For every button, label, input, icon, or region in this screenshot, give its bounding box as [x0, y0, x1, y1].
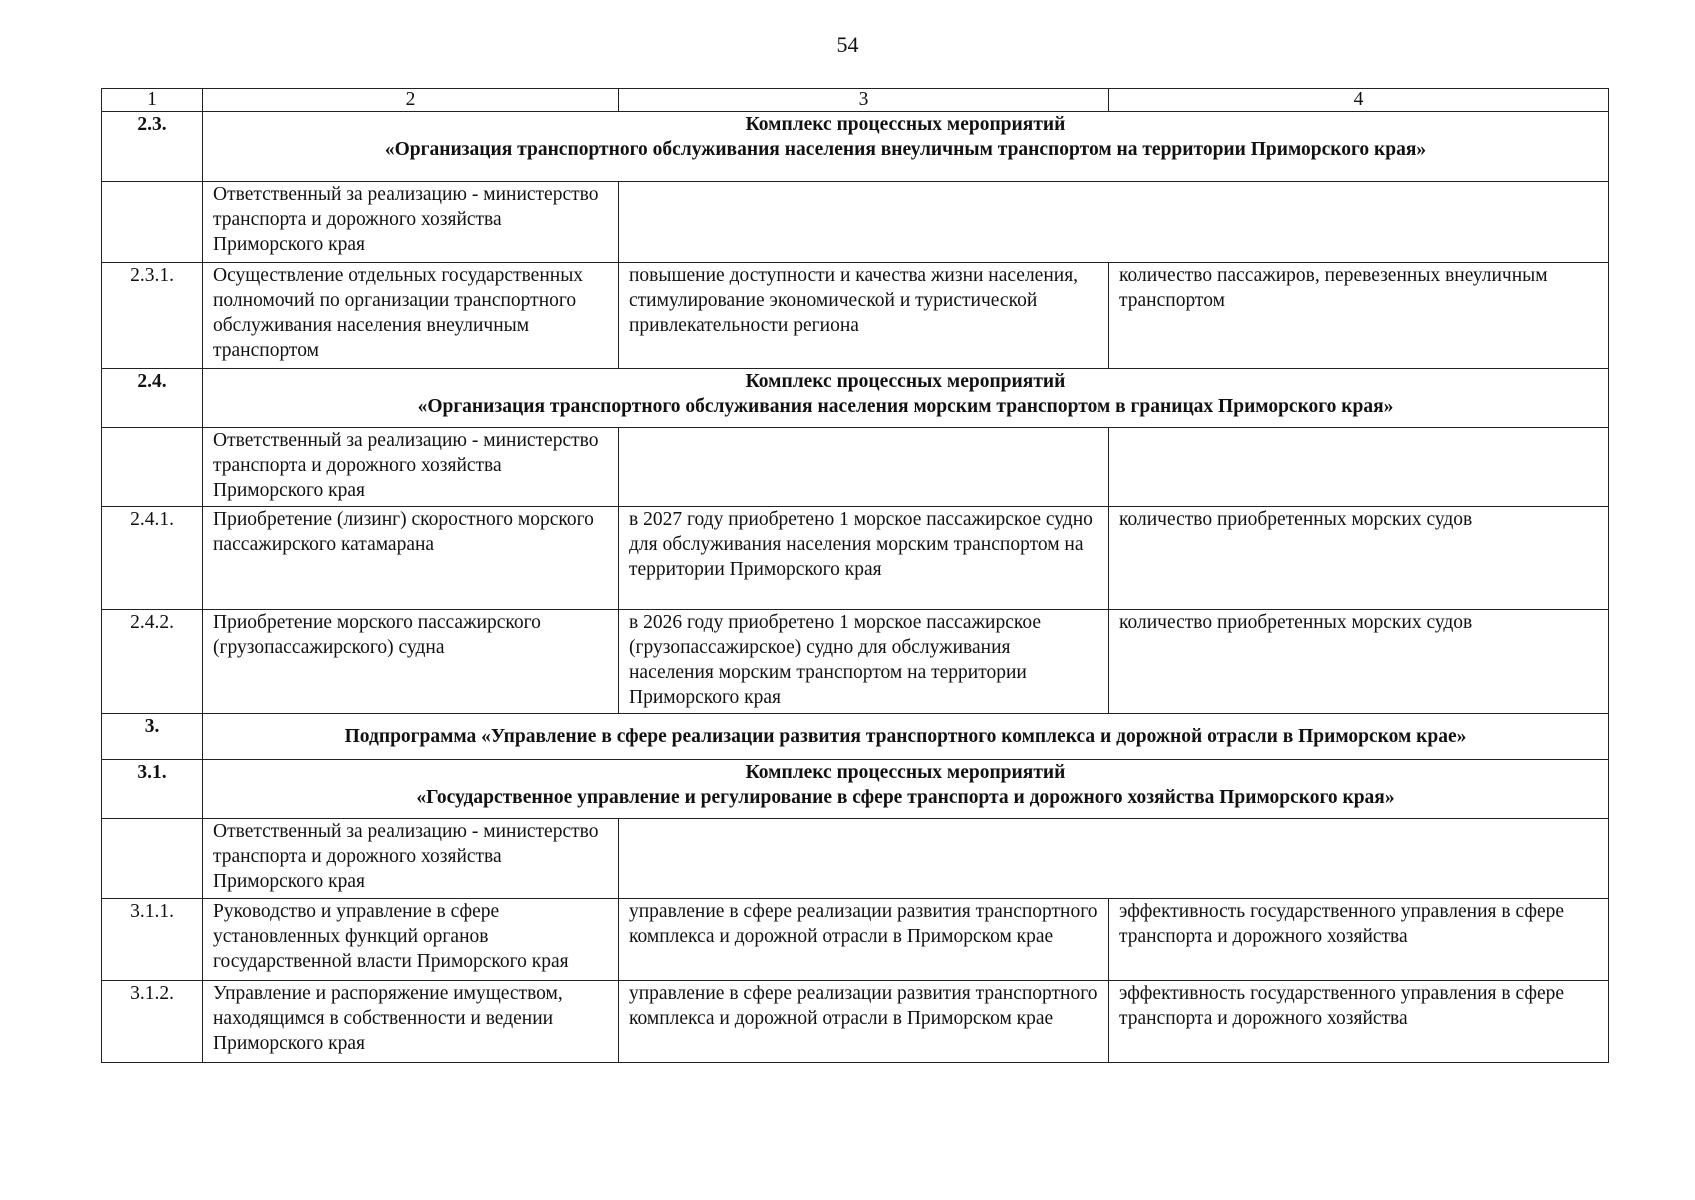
- section-header-row: [102, 369, 1609, 428]
- row-number: 2.3.1.: [102, 263, 203, 369]
- column-number-1: 1: [102, 89, 203, 112]
- row-number: 3.1.1.: [102, 899, 203, 981]
- subprogram-row: [102, 714, 1609, 760]
- measure-name: Управление и распоряжение имуществом, находящимся в собственности и ведении Приморского края: [203, 981, 619, 1063]
- empty-cell: [102, 428, 203, 507]
- section-header-row: [102, 112, 1609, 182]
- subprogram-title: Подпрограмма «Управление в сфере реализации развития транспортного комплекса и дорожной отрасли в Приморском крае»: [203, 714, 1609, 760]
- section-number: 2.4.: [102, 369, 203, 428]
- measure-name: Руководство и управление в сфере установленных функций органов государственной власти Приморского края: [203, 899, 619, 981]
- row-number: 2.4.2.: [102, 610, 203, 714]
- section-title-line2: «Государственное управление и регулирование в сфере транспорта и дорожного хозяйства Приморского края»: [416, 787, 1395, 808]
- table-row: [102, 981, 1609, 1063]
- measure-indicator: эффективность государственного управления в сфере транспорта и дорожного хозяйства: [1109, 899, 1609, 981]
- column-number-3: 3: [619, 89, 1109, 112]
- measure-result: в 2026 году приобретено 1 морское пассажирское (грузопассажирское) судно для обслуживания населения морским транспортом на территории Приморского края: [619, 610, 1109, 714]
- responsible-row: [102, 428, 1609, 507]
- measure-result: повышение доступности и качества жизни населения, стимулирование экономической и туристической привлекательности региона: [619, 263, 1109, 369]
- measure-result: в 2027 году приобретено 1 морское пассажирское судно для обслуживания населения морским транспортом на территории Приморского края: [619, 507, 1109, 610]
- empty-cell: [619, 428, 1109, 507]
- empty-cell: [1109, 428, 1609, 507]
- section-title: [203, 760, 1609, 819]
- empty-cell: [619, 819, 1609, 899]
- measure-indicator: эффективность государственного управления в сфере транспорта и дорожного хозяйства: [1109, 981, 1609, 1063]
- section-number: 3.: [102, 714, 203, 760]
- table-row: [102, 610, 1609, 714]
- section-header-row: [102, 760, 1609, 819]
- section-title: [203, 112, 1609, 182]
- empty-cell: [619, 182, 1609, 263]
- table-row: [102, 263, 1609, 369]
- table-row: [102, 507, 1609, 610]
- column-numbers-row: [102, 89, 1609, 112]
- measure-indicator: количество пассажиров, перевезенных внеуличным транспортом: [1109, 263, 1609, 369]
- measures-table: [101, 88, 1609, 1063]
- measure-indicator: количество приобретенных морских судов: [1109, 610, 1609, 714]
- section-title-line1: Комплекс процессных мероприятий: [745, 114, 1066, 135]
- column-number-4: 4: [1109, 89, 1609, 112]
- section-number: 3.1.: [102, 760, 203, 819]
- measure-name: Приобретение (лизинг) скоростного морского пассажирского катамарана: [203, 507, 619, 610]
- section-title-line2: «Организация транспортного обслуживания населения внеуличным транспортом на территории Приморского края»: [384, 139, 1427, 160]
- responsible-row: [102, 182, 1609, 263]
- column-number-2: 2: [203, 89, 619, 112]
- row-number: 3.1.2.: [102, 981, 203, 1063]
- page-number: 54: [836, 32, 859, 57]
- section-number: 2.3.: [102, 112, 203, 182]
- section-title-line2: «Организация транспортного обслуживания населения морским транспортом в границах Приморского края»: [417, 396, 1394, 417]
- responsible-cell: Ответственный за реализацию - министерство транспорта и дорожного хозяйства Приморского края: [203, 182, 619, 263]
- responsible-row: [102, 819, 1609, 899]
- measure-result: управление в сфере реализации развития транспортного комплекса и дорожной отрасли в Приморском крае: [619, 899, 1109, 981]
- measure-result: управление в сфере реализации развития транспортного комплекса и дорожной отрасли в Приморском крае: [619, 981, 1109, 1063]
- responsible-cell: Ответственный за реализацию - министерство транспорта и дорожного хозяйства Приморского края: [203, 819, 619, 899]
- row-number: 2.4.1.: [102, 507, 203, 610]
- empty-cell: [102, 182, 203, 263]
- section-title: [203, 369, 1609, 428]
- measure-name: Приобретение морского пассажирского (грузопассажирского) судна: [203, 610, 619, 714]
- measure-name: Осуществление отдельных государственных полномочий по организации транспортного обслуживания населения внеуличным транспортом: [203, 263, 619, 369]
- measure-indicator: количество приобретенных морских судов: [1109, 507, 1609, 610]
- empty-cell: [102, 819, 203, 899]
- section-title-line1: Комплекс процессных мероприятий: [745, 762, 1066, 783]
- section-title-line1: Комплекс процессных мероприятий: [745, 371, 1066, 392]
- responsible-cell: Ответственный за реализацию - министерство транспорта и дорожного хозяйства Приморского края: [203, 428, 619, 507]
- table-row: [102, 899, 1609, 981]
